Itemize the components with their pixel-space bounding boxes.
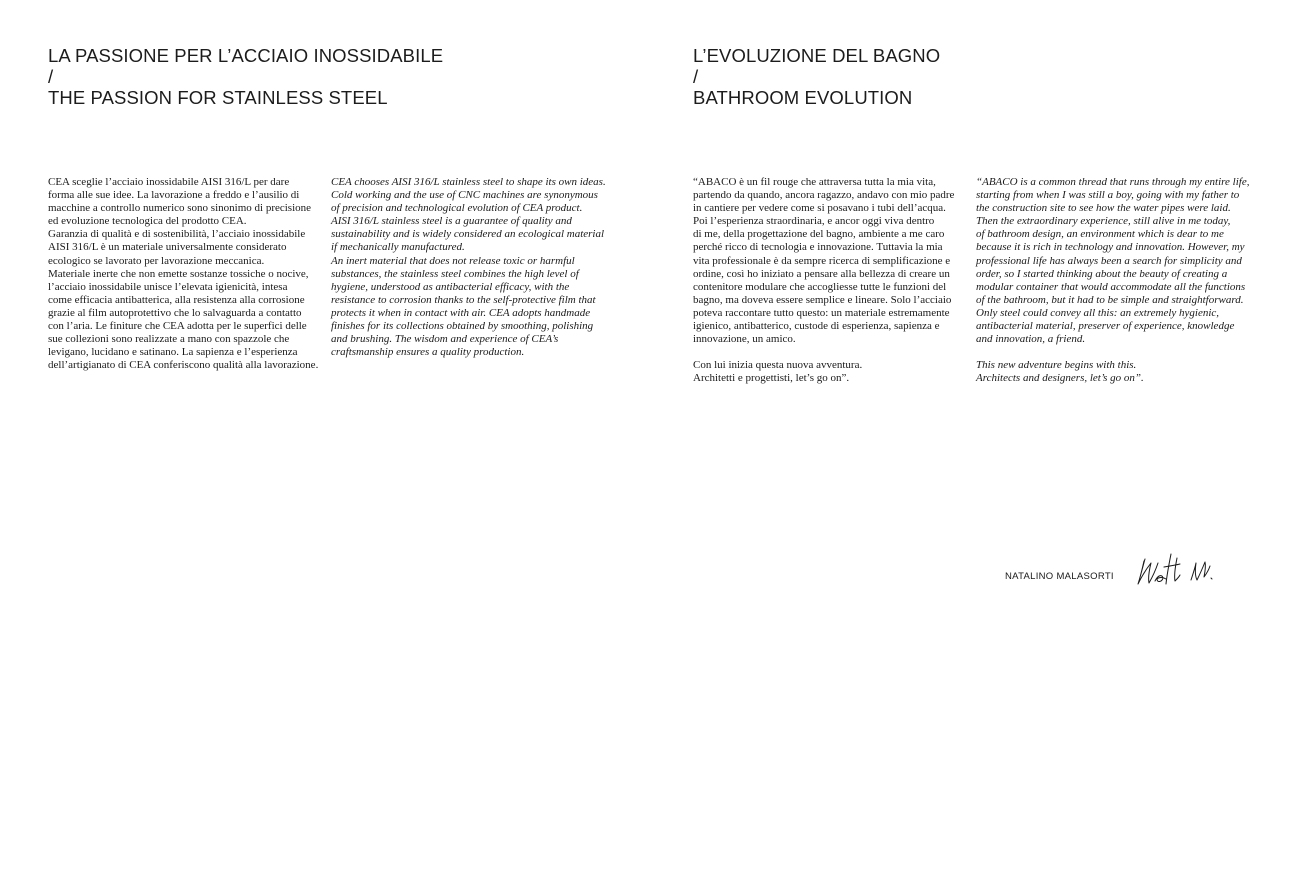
signature-block (1005, 550, 1235, 595)
heading-english: THE PASSION FOR STAINLESS STEEL (48, 86, 388, 108)
text-line: antibacterial material, preserver of experience, knowledge (976, 320, 1235, 333)
text-line: hygiene, understood as antibacterial efficacy, with the (331, 280, 570, 293)
text-line: sue collezioni sono realizzate a mano con spazzole che (48, 333, 290, 346)
text-line: forma alle sue idee. La lavorazione a freddo e l’ausilio di (48, 189, 300, 202)
text-line: This new adventure begins with this. (976, 359, 1137, 372)
text-line: come efficacia antibatterica, alla resistenza alla corrosione (48, 293, 305, 306)
text-line: contenitore modulare che accogliesse tutte le funzioni del (693, 280, 947, 293)
text-line: in cantiere per vedere come si posavano i tubi dell’acqua. (693, 202, 946, 215)
text-line: Poi l’esperienza straordinaria, e ancor oggi viva dentro (693, 215, 935, 228)
text-line: CEA sceglie l’acciaio inossidabile AISI 316/L per dare (48, 176, 290, 188)
text-line: Then the extraordinary experience, still alive in me today, (976, 215, 1231, 228)
text-line: protects it when in contact with air. CEA adopts handmade (331, 306, 591, 319)
right-section-heading (693, 46, 940, 108)
text-line: l’acciaio inossidabile unisce l’elevata igienicità, intesa (48, 280, 288, 293)
text-line: of bathroom design, an environment which is dear to me (976, 228, 1224, 241)
heading-italian: L’EVOLUZIONE DEL BAGNO (693, 45, 941, 66)
signature-name: NATALINO MALASORTI (1005, 571, 1114, 582)
handwritten-signature-icon (1133, 550, 1215, 592)
text-line: and innovation, a friend. (976, 333, 1086, 346)
text-line: sustainability and is widely considered an ecological material (331, 228, 605, 241)
left-italian-text-column (48, 176, 318, 372)
text-line: CEA chooses AISI 316/L stainless steel to shape its own ideas. (331, 176, 606, 188)
text-line: “ABACO è un fil rouge che attraversa tutta la mia vita, (693, 176, 936, 188)
text-line: Architetti e progettisti, let’s go on”. (693, 372, 850, 385)
text-line: craftsmanship ensures a quality production. (331, 346, 525, 359)
text-line: and brushing. The wisdom and experience of CEA’s (331, 333, 559, 346)
text-line: because it is rich in technology and innovation. However, my (976, 241, 1245, 254)
text-line: Materiale inerte che non emette sostanze tossiche o nocive, (48, 267, 309, 280)
right-english-text-column (976, 176, 1249, 386)
heading-separator: / (48, 65, 54, 87)
text-line: poteva raccontare tutto questo: un materiale estremamente (693, 306, 950, 319)
heading-english: BATHROOM EVOLUTION (693, 86, 913, 108)
text-line: partendo da quando, ancora ragazzo, andavo con mio padre (693, 189, 955, 202)
text-line: grazie al film autoprotettivo che lo salvaguarda a contatto (48, 306, 302, 319)
text-line: di me, della progettazione del bagno, ambiente a me caro (693, 228, 945, 241)
text-line: professional life has always been a search for simplicity and (976, 254, 1242, 267)
text-line: Architects and designers, let’s go on”. (976, 372, 1144, 385)
text-line: ed evoluzione tecnologica del prodotto CEA. (48, 215, 247, 228)
text-line: Only steel could convey all this: an extremely hygienic, (976, 306, 1220, 319)
text-line: starting from when I was still a boy, going with my father to (976, 189, 1240, 202)
text-line: perché ricco di tecnologia e innovazione. Tuttavia la mia (693, 241, 943, 254)
text-line: resistance to corrosion thanks to the self-protective film that (331, 293, 596, 306)
text-line: AISI 316/L è un materiale universalmente considerato (48, 241, 287, 254)
paragraph-gap (976, 346, 1249, 359)
text-line: modular container that would accommodate all the functions (976, 280, 1246, 293)
text-line: finishes for its collections obtained by smoothing, polishing (331, 320, 594, 333)
text-line: vita professionale è da sempre ricerca di semplificazione e (693, 254, 951, 267)
text-line: ecologico se lavorato per lavorazione meccanica. (48, 254, 265, 267)
paragraph-gap (693, 346, 954, 359)
text-line: if mechanically manufactured. (331, 241, 465, 254)
text-line: “ABACO is a common thread that runs through my entire life, (976, 176, 1250, 188)
text-line: substances, the stainless steel combines the high level of (331, 267, 579, 280)
text-line: Cold working and the use of CNC machines are synonymous (331, 189, 598, 202)
left-section-heading (48, 46, 443, 108)
heading-italian: LA PASSIONE PER L’ACCIAIO INOSSIDABILE (48, 45, 444, 66)
text-line: Garanzia di qualità e di sostenibilità, l’acciaio inossidabile (48, 228, 306, 241)
text-line: of precision and technological evolution of CEA product. (331, 202, 583, 215)
right-italian-text-column (693, 176, 954, 386)
text-line: order, so I started thinking about the beauty of creating a (976, 267, 1228, 280)
text-line: dell’artigianato di CEA conferiscono qualità alla lavorazione. (48, 359, 319, 372)
text-line: ordine, così ho iniziato a pensare alla bellezza di creare un (693, 267, 950, 280)
text-line: the construction site to see how the water pipes were laid. (976, 202, 1231, 215)
text-line: An inert material that does not release toxic or harmful (331, 254, 575, 267)
text-line: bagno, ma doveva essere semplice e lineare. Solo l’acciaio (693, 293, 952, 306)
text-line: con l’aria. Le finiture che CEA adotta per le superfici delle (48, 320, 307, 333)
text-line: Con lui inizia questa nuova avventura. (693, 359, 863, 372)
text-line: AISI 316/L stainless steel is a guarantee of quality and (331, 215, 572, 228)
heading-separator: / (693, 65, 699, 87)
text-line: of the bathroom, but it had to be simple and straightforward. (976, 293, 1244, 306)
text-line: levigano, lucidano e satinano. La sapienza e l’esperienza (48, 346, 298, 359)
text-line: macchine a controllo numerico sono sinonimo di precisione (48, 202, 312, 215)
text-line: innovazione, un amico. (693, 333, 796, 346)
left-english-text-column (331, 176, 606, 359)
text-line: igienico, antibatterico, custode di esperienza, sapienza e (693, 320, 940, 333)
